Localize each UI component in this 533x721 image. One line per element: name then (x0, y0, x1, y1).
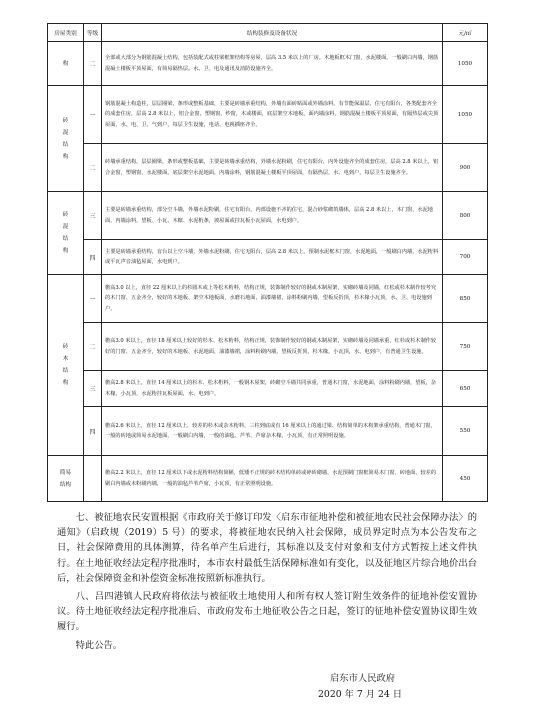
description-cell: 檐高2.2 米以上，直径 12 厘米以下或水泥桁料结构简陋，低矮不正规的砖木结构单砖或碎砖砌墙，水泥预制门窗框简易木门窗，砖地面，较差的刷白内墙或未粉刷内墙，一般的油毡芦苇芦席，小瓦顶，有正常照明设施。 (102, 456, 443, 502)
table-row (48, 86, 488, 144)
header-description: 结构装修及设备状况 (102, 24, 443, 42)
grade-cell: 一 (84, 86, 102, 144)
price-cell: 700 (443, 240, 488, 275)
grade-cell: 二 (84, 42, 102, 86)
table-row (48, 407, 488, 456)
price-cell: 800 (443, 192, 488, 240)
description-cell: 砖墙承重结构，层层圈梁，条形或整板基础，主要是砖墙承重结构，外墙水泥粉刷，住宅有阳台，内外设施齐全的成套住房，层高 2.8 米以上，铝合金窗，塑钢窗，水泥楼面，底层架空水泥地面，内墙涂料，钢筋混凝土楼板平顶屋面，有隔热层，水、电到户，每层卫生设施齐全。 (102, 144, 443, 192)
grade-cell: 二 (84, 323, 102, 371)
header-grade: 等级 (84, 24, 102, 42)
table-row (48, 275, 488, 323)
category-cell: 砖 混 结 构 (48, 86, 84, 192)
description-cell: 主要是砖墙承重结构，盲台以上空斗墙，外墙水泥粉刷，住宅无阳台，层高 2.8 米以上，预制水泥框木门窗，水泥地面，一般刷白内墙，水泥桁料或平瓦声音油毡屋面，水电到户。 (102, 240, 443, 275)
table-row (48, 456, 488, 502)
description-cell: 檐高3.0 米以上，直径 18 厘米以上较好的杉木、松木桁料，结构正规，装饰制作较好的钢或木制屋架，实砌砖墙及同墙承重，红杉或杉木制作较好的门窗、五金齐全，较好的木地板、水泥地面，油漆墙裙，涂料粉刷内墙，望板反折顶，杉木椽，小瓦顶，水、电到户，有普通卫生设施。 (102, 323, 443, 371)
header-house-type: 房屋类别 (48, 24, 84, 42)
grade-cell: 三 (84, 371, 102, 407)
price-cell: 650 (443, 371, 488, 407)
closing-statement: 特此公告。 (75, 640, 123, 651)
description-cell: 主要是砖墙承重结构，部分空斗墙，外墙水泥粉刷，住宅有阳台，内部设施不齐的住宅，混合砂浆砌筑墙体，层高 2.8 米以上，木门窗，水泥地面，内墙涂料，望板、小瓦、木檩、水泥桁条，坡屋面或挂瓦板小瓦屋面，水电到户。 (102, 192, 443, 240)
price-cell: 550 (443, 407, 488, 456)
description-cell: 檐高2.8 米以上，直径 14 厘米以上的杉木、松木桁料，一般钢木屋架，砖砌空斗墙共同承重，普通木门窗，水泥地面，涂料粉刷内墙，望板，杂木椽，小瓦顶，水泥桁挂瓦板屋面，水、电到户。 (102, 371, 443, 407)
grade-cell: 三 (84, 192, 102, 240)
price-cell: 850 (443, 275, 488, 323)
table-row (48, 323, 488, 371)
grade-cell: 二 (84, 144, 102, 192)
grade-cell: 四 (84, 407, 102, 456)
price-cell: 450 (443, 456, 488, 502)
description-cell: 全部或大部分为钢筋混凝土结构，包括装配式或柱梁框架结构等房屋，层高 3.5 米以上的厂房。木地板框木门窗，水泥楼面，一般刷白内墙，钢筋混凝土楼板平顶屋面，有简易隔热层。水、卫、电及通讯及消防设施齐全。 (102, 42, 443, 86)
category-cell: 简易 结构 (48, 456, 84, 502)
header-price: 元/㎡ (443, 24, 488, 42)
grade-cell (84, 456, 102, 502)
category-cell: 砖 木 结 构 (48, 275, 84, 456)
price-cell: 1050 (443, 42, 488, 86)
table-row (48, 371, 488, 407)
table-row (48, 192, 488, 240)
price-cell: 900 (443, 144, 488, 192)
description-cell: 钢筋混凝土构造柱，层层圈梁，条形或整板基础，主要是砖墙承重结构，外墙有面砖贴面或外墙涂料，有节能保温层，住宅有阳台，各类配套齐全的成套住房，层高 2.8 米以上，铝合金窗，塑钢窗，纱窗，木或楼面，底层架空木地板，面内墙涂料，钢筋混凝土楼板平顶屋面，有隔热层或尖顶屋面，水、电、卫、气到户，每层卫生设施，电话、电视插座齐全。 (102, 86, 443, 144)
paragraph-seven: 七、被征地农民安置根据《市政府关于修订印发〈启东市征地补偿和被征地农民社会保障办法〉的通知》（启政规（2019）5 号）的要求，将被征地农民纳入社会保障，成员界定时点为本公告发布之日，社会保障费用的具体测算，待名单产生后进行，其标准以及支付对象和支付方式暂按上述文件执行。在土地征收经法定程序批准时，本市农村最低生活保障标准如有变化，以及征地区片综合地价出台后，社会保障资金和补偿资金标准按照新标准执行。 (57, 512, 477, 584)
paragraph-eight: 八、吕四港镇人民政府将依法与被征收土地使用人和所有权人签订附生效条件的征地补偿安置协议。待土地征收经法定程序批准后、市政府发布土地征收公告之日起，签订的征地补偿安置协议即生效履行。 (57, 591, 477, 633)
category-cell: 砖 混 结 构 (48, 192, 84, 275)
grade-cell: 四 (84, 240, 102, 275)
table-header-row (48, 24, 488, 42)
table-row (48, 42, 488, 86)
signature-date: 2020 年 7 月 24 日 (318, 689, 403, 700)
compensation-standard-table (47, 23, 488, 502)
table-row (48, 144, 488, 192)
price-cell: 750 (443, 323, 488, 371)
signature-organization: 启东市人民政府 (330, 673, 396, 684)
table-row (48, 240, 488, 275)
description-cell: 檐高2.6 米以上，直径 12 厘米以上，较差的杉木或杂木桁料，三柱到底或有 16 厘米以上的通过梁、结构简单的木构架承重结构，普通木门窗，一般的砖地或简易水泥地面，一般刷白内墙，一般的油毡、芦苇，芦席杂木椽，小瓦顶，有正常照明设施。 (102, 407, 443, 456)
category-cell: 构 (48, 42, 84, 86)
grade-cell: 一 (84, 275, 102, 323)
description-cell: 檐高3.0 以上，直径 22 厘米以上的杉圆木或上等松木桁料，结构正规，装饰制作较好的钢或木制屋架，实砌砖墙及同墙，红松或杉木制作较考究的木门窗、五金齐全，较好的木地板、架空木地板面，水磨石地面，油漆墙裙，涂料粉刷内墙，望板反折顶，杉木椽小瓦顶，水、卫、电设施到户。 (102, 275, 443, 323)
price-cell: 1050 (443, 86, 488, 144)
